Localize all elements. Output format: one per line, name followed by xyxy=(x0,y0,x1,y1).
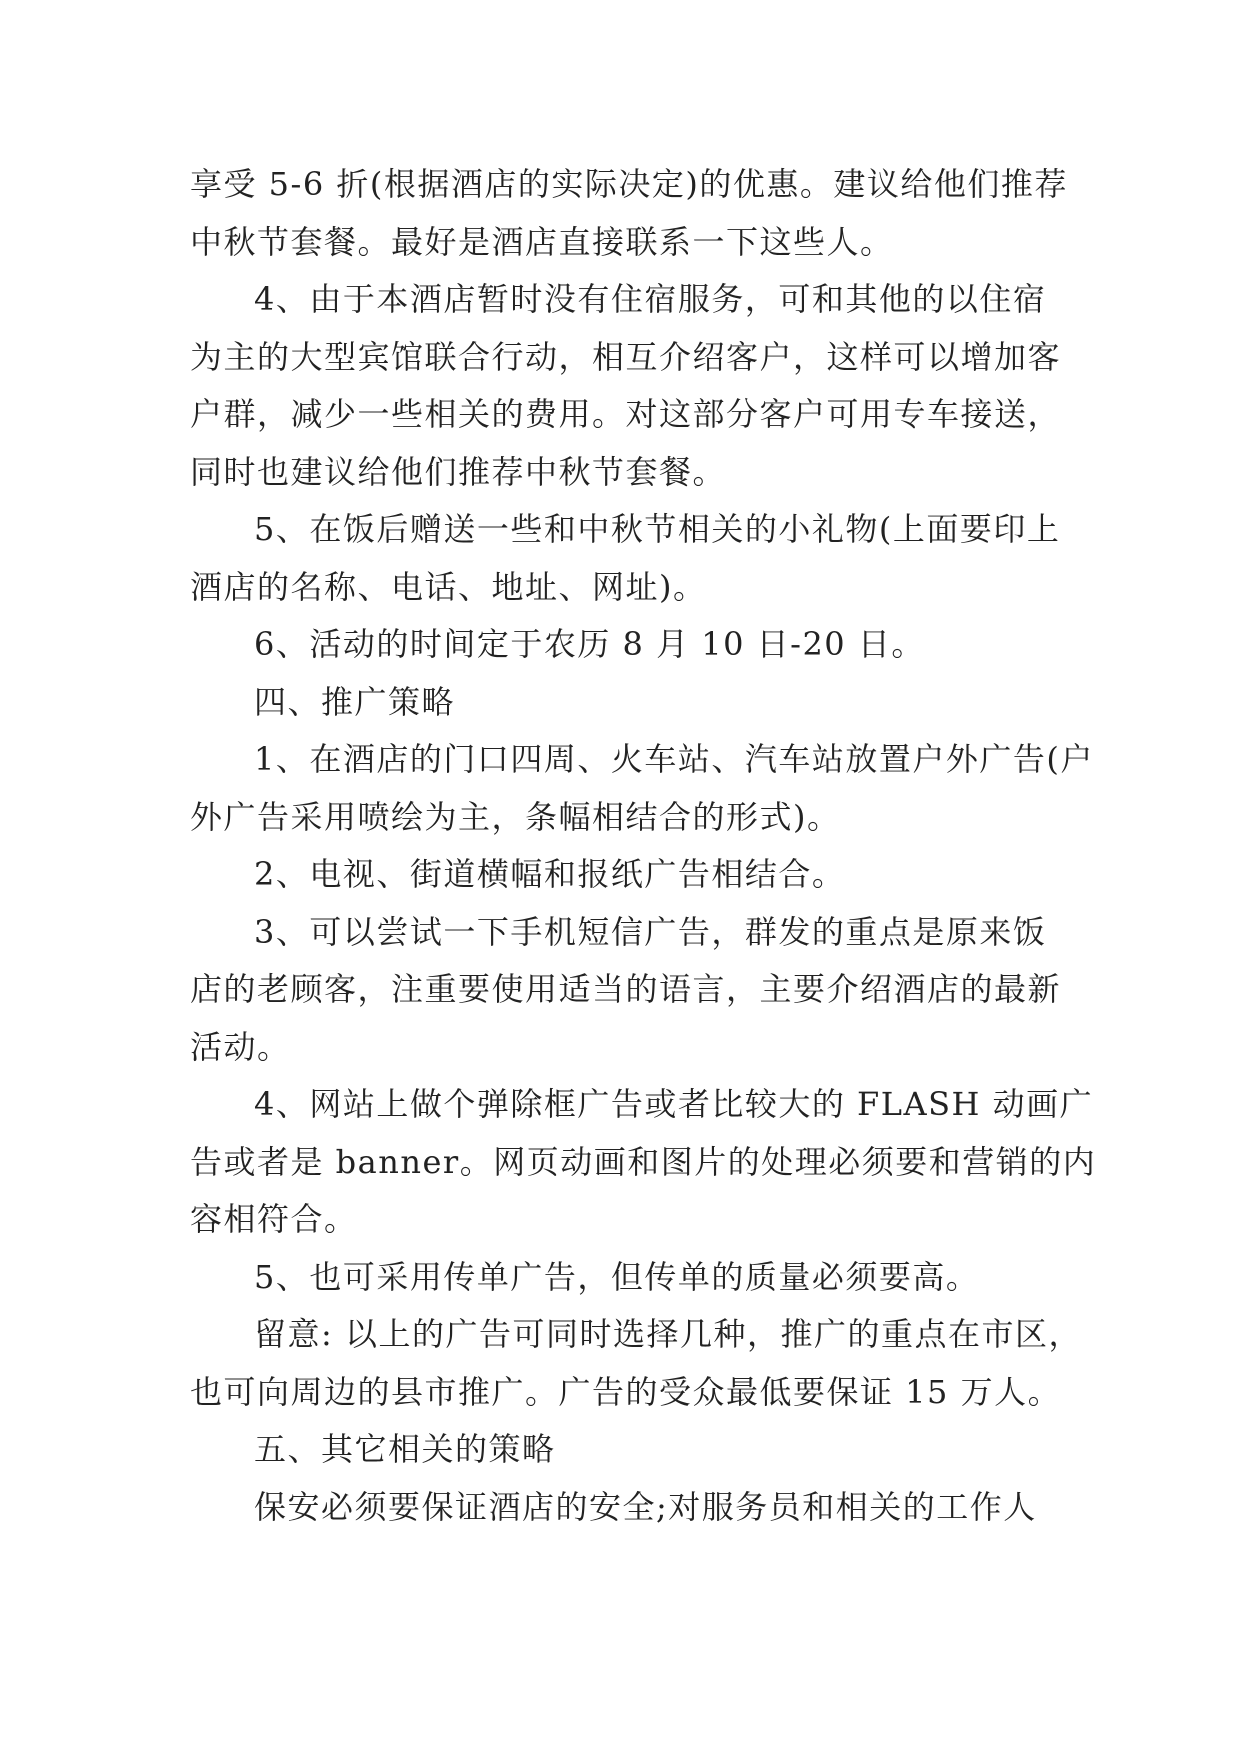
text-line: 2、电视、街道横幅和报纸广告相结合。 xyxy=(254,855,846,893)
text-line: 店的老顾客，注重要使用适当的语言，主要介绍酒店的最新 xyxy=(190,970,1062,1008)
document-body xyxy=(190,156,1097,1536)
text-line: 也可向周边的县市推广。广告的受众最低要保证 15 万人。 xyxy=(190,1372,1062,1411)
text-line: 享受 5-6 折(根据酒店的实际决定)的优惠。建议给他们推荐 xyxy=(190,165,1068,203)
text-line: 留意: 以上的广告可同时选择几种，推广的重点在市区， xyxy=(254,1315,1082,1353)
text-line: 活动。 xyxy=(190,1027,291,1066)
text-line: 保安必须要保证酒店的安全;对服务员和相关的工作人 xyxy=(254,1487,1037,1526)
text-line: 4、由于本酒店暂时没有住宿服务，可和其他的以住宿 xyxy=(254,280,1047,318)
text-line: 中秋节套餐。最好是酒店直接联系一下这些人。 xyxy=(190,222,894,261)
text-line: 同时也建议给他们推荐中秋节套餐。 xyxy=(190,452,727,491)
text-line: 4、网站上做个弹除框广告或者比较大的 FLASH 动画广 xyxy=(254,1085,1094,1123)
text-line: 户群，减少一些相关的费用。对这部分客户可用专车接送， xyxy=(190,395,1062,433)
section-heading: 四、推广策略 xyxy=(254,682,456,721)
text-line: 容相符合。 xyxy=(190,1200,358,1238)
text-line: 3、可以尝试一下手机短信广告，群发的重点是原来饭 xyxy=(254,912,1047,951)
text-line: 告或者是 banner。网页动画和图片的处理必须要和营销的内 xyxy=(190,1142,1097,1181)
section-heading: 五、其它相关的策略 xyxy=(254,1430,556,1468)
text-line: 酒店的名称、电话、地址、网址)。 xyxy=(190,567,707,606)
text-line: 6、活动的时间定于农历 8 月 10 日-20 日。 xyxy=(254,625,925,663)
text-line: 外广告采用喷绘为主，条幅相结合的形式)。 xyxy=(190,797,841,836)
text-line: 1、在酒店的门口四周、火车站、汽车站放置户外广告(户 xyxy=(254,740,1094,778)
text-line: 为主的大型宾馆联合行动，相互介绍客户，这样可以增加客 xyxy=(190,337,1062,376)
text-line: 5、在饭后赠送一些和中秋节相关的小礼物(上面要印上 xyxy=(254,510,1061,548)
text-line: 5、也可采用传单广告，但传单的质量必须要高。 xyxy=(254,1257,980,1296)
